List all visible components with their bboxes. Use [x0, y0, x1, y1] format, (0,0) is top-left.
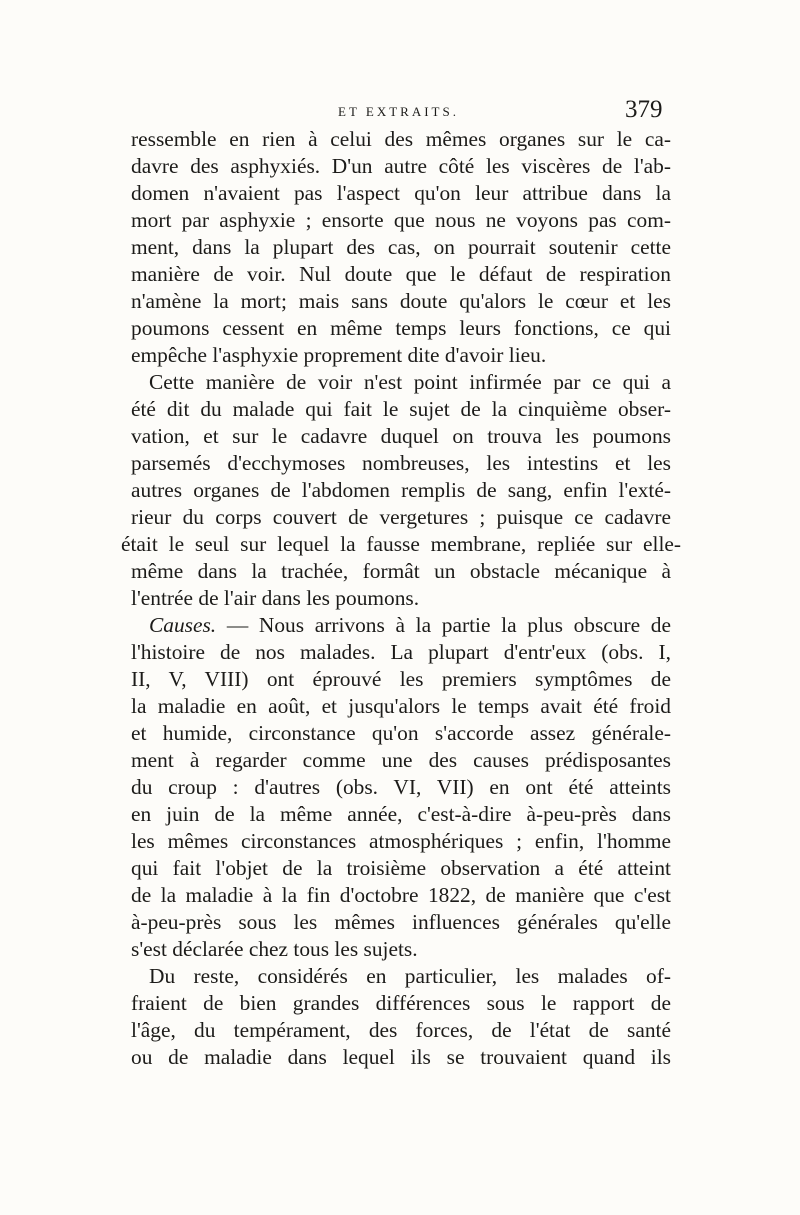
text-line: Cette manière de voir n'est point infirmée par ce qui a [149, 370, 671, 394]
text-line: et humide, circonstance qu'on s'accorde assez générale- [131, 721, 671, 745]
text-line: de la maladie à la fin d'octobre 1822, de manière que c'est [131, 883, 671, 907]
text-segment: — Nous arrivons à la partie la plus obscure de [216, 613, 671, 637]
section-label: Causes. [149, 613, 217, 637]
text-line [131, 612, 671, 639]
text-line: II, V, VIII) ont éprouvé les premiers symptômes de [131, 667, 671, 691]
text-line: l'entrée de l'air dans les poumons. [131, 586, 420, 610]
paragraph [131, 963, 671, 1071]
text-line: était le seul sur lequel la fausse membrane, repliée sur elle- [121, 532, 681, 556]
text-line: parsemés d'ecchymoses nombreuses, les intestins et les [131, 451, 671, 475]
body-text [121, 126, 681, 1071]
text-line: ressemble en rien à celui des mêmes organes sur le ca- [131, 127, 671, 151]
text-line: qui fait l'objet de la troisième observation a été atteint [131, 856, 671, 880]
text-line: à-peu-près sous les mêmes influences générales qu'elle [131, 910, 671, 934]
text-line: rieur du corps couvert de vergetures ; puisque ce cadavre [131, 505, 671, 529]
text-line: empêche l'asphyxie proprement dite d'avoir lieu. [131, 343, 547, 367]
text-line: ment, dans la plupart des cas, on pourrait soutenir cette [131, 235, 671, 259]
text-line: domen n'avaient pas l'aspect qu'on leur attribue dans la [131, 181, 671, 205]
page-header [0, 98, 800, 128]
text-line: l'histoire de nos malades. La plupart d'entr'eux (obs. I, [131, 640, 671, 664]
text-line: s'est déclarée chez tous les sujets. [131, 937, 418, 961]
text-line: l'âge, du tempérament, des forces, de l'état de santé [131, 1018, 671, 1042]
text-line: les mêmes circonstances atmosphériques ; enfin, l'homme [131, 829, 671, 853]
text-line: été dit du malade qui fait le sujet de la cinquième obser- [131, 397, 671, 421]
text-line: poumons cessent en même temps leurs fonctions, ce qui [131, 316, 671, 340]
text-line: manière de voir. Nul doute que le défaut de respiration [131, 262, 671, 286]
paragraph [131, 126, 671, 369]
text-line: ou de maladie dans lequel ils se trouvaient quand ils [131, 1045, 671, 1069]
paragraph [131, 612, 671, 963]
text-line: n'amène la mort; mais sans doute qu'alors le cœur et les [131, 289, 671, 313]
page-number: 379 [625, 96, 663, 123]
paragraph [121, 369, 681, 612]
text-line: du croup : d'autres (obs. VI, VII) en ont été atteints [131, 775, 671, 799]
text-line: en juin de la même année, c'est-à-dire à-peu-près dans [131, 802, 671, 826]
text-line: autres organes de l'abdomen remplis de sang, enfin l'exté- [131, 478, 671, 502]
text-line: la maladie en août, et jusqu'alors le temps avait été froid [131, 694, 671, 718]
text-line: davre des asphyxiés. D'un autre côté les viscères de l'ab- [131, 154, 671, 178]
text-line: ment à regarder comme une des causes prédisposantes [131, 748, 671, 772]
text-line: vation, et sur le cadavre duquel on trouva les poumons [131, 424, 671, 448]
text-line: même dans la trachée, formât un obstacle mécanique à [131, 559, 671, 583]
text-line: Du reste, considérés en particulier, les malades of- [149, 964, 671, 988]
text-line: mort par asphyxie ; ensorte que nous ne voyons pas com- [131, 208, 671, 232]
text-line: fraient de bien grandes différences sous le rapport de [131, 991, 671, 1015]
running-head: ET EXTRAITS. [338, 104, 459, 119]
